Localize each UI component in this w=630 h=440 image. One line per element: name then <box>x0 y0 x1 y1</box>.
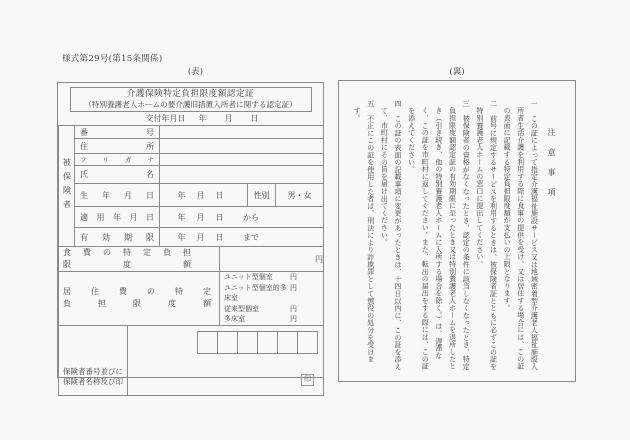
apply-label-cell <box>75 207 160 228</box>
address-label-cell <box>75 139 160 154</box>
birth-value-cell <box>160 184 248 207</box>
issue-date-label: 交付年月日 <box>145 114 186 123</box>
table-row <box>59 228 324 247</box>
residence-room-line <box>220 314 323 325</box>
table-row <box>59 139 324 154</box>
issue-year-label: 年 <box>198 114 207 123</box>
table-row <box>59 154 324 166</box>
number-label: 番号 <box>80 127 154 137</box>
meal-limit-value-cell <box>220 247 324 272</box>
day-label: 日 <box>215 190 224 200</box>
residence-unit: 円 <box>290 304 297 313</box>
sex-label-cell <box>248 184 276 207</box>
residence-room-type: ユニット型個室 <box>224 273 273 281</box>
table-row <box>59 126 324 139</box>
day-label: 日 <box>215 232 224 242</box>
furigana-label-cell <box>75 154 160 166</box>
table-row <box>59 166 324 184</box>
insured-group-label: 被保険者 <box>62 158 72 214</box>
table-row <box>59 207 324 228</box>
issue-date-row <box>58 113 323 124</box>
apply-value-cell <box>160 207 324 228</box>
number-label-cell <box>75 126 160 139</box>
sex-value-cell <box>276 184 324 207</box>
insurer-number-box <box>257 331 278 354</box>
residence-unit: 円 <box>290 315 297 323</box>
insurer-number-box <box>297 331 318 354</box>
insurer-label-line1: 保険者番号並びに <box>63 366 123 376</box>
expiry-label: 有効期限 <box>80 232 154 242</box>
front-page <box>57 82 324 386</box>
name-label-cell <box>75 166 160 184</box>
residence-unit: 円 <box>290 273 297 281</box>
furigana-value-cell <box>160 154 324 166</box>
certificate-subtitle: （特別養護老人ホームの要介護旧措置入所者に関する認定証） <box>84 100 297 109</box>
residence-unit: 円 <box>290 283 297 292</box>
certificate-title: 介護保険特定負担限度額認定証 <box>126 89 255 99</box>
residence-limit-label-cell <box>59 272 220 326</box>
year-label: 年 <box>177 212 186 222</box>
insurer-label-cell <box>59 325 128 395</box>
address-value-cell <box>160 139 324 154</box>
month-label: 月 <box>196 212 205 222</box>
table-row <box>59 247 324 272</box>
notes-item-3: 三 被保険者の資格がなくなったとき、認定の条件に該当しなくなったとき、特定負担限度額認定証の有効期限に至ったとき又は特別養護老人ホームを退所したとき（引き続き、他の特別養護老人ホームに入所する場合を除く。）は、遅滞なく、この証を市町村に返してください。また、転出の届出をする際には、この証を添えてください。 <box>407 100 471 371</box>
insurer-number-boxes <box>128 331 318 354</box>
insurer-number-box <box>197 331 218 354</box>
birth-label: 生年月日 <box>80 190 154 200</box>
apply-label: 適用年月日 <box>80 212 154 222</box>
residence-limit-label-line2: 負担限度額 <box>63 299 211 309</box>
sex-label: 性別 <box>253 190 270 200</box>
notes-heading: 注意事項 <box>547 128 556 208</box>
insurer-value-cell <box>128 325 324 395</box>
residence-room-type: ユニット型個室的多床室 <box>224 283 287 302</box>
year-label: 年 <box>177 232 186 242</box>
form-number-label: 様式第29号(第15条関係) <box>62 54 163 64</box>
back-side-label: (裏) <box>449 67 465 77</box>
notes-item-2: 二 前号に規定するサービスを利用するときは、被保険者証とともに必ずこの証を特別養護老人ホームの窓口に提出してください。 <box>475 100 498 371</box>
sex-value: 男・女 <box>287 190 312 200</box>
meal-limit-label-line2: 限度額 <box>63 260 191 269</box>
notes-item-5: 五 不正にこの証を使用した者は、刑法により詐欺罪として懲役の処分を受けます。 <box>353 100 375 363</box>
insurer-number-box <box>217 331 238 354</box>
expiry-suffix: まで <box>243 232 259 242</box>
expiry-value-cell <box>160 228 324 247</box>
front-table <box>58 125 324 396</box>
table-row <box>59 272 324 326</box>
residence-limit-label-line1: 居住費の特定 <box>63 287 211 297</box>
seal-mark: 印 <box>301 374 314 386</box>
insurer-label <box>59 367 127 395</box>
insured-group-cell <box>59 126 75 247</box>
expiry-date-value <box>160 232 323 243</box>
back-page <box>338 80 576 382</box>
residence-room-line <box>220 283 323 304</box>
table-row <box>59 184 324 207</box>
notes-item-4: 四 この証の表面の記載事項に変更があったときは、十四日以内に、この証を添えて、市町村にその旨を届け出てください。 <box>380 100 402 371</box>
table-row <box>59 325 324 395</box>
name-value-cell <box>160 166 324 184</box>
residence-limit-value-cell <box>220 272 324 326</box>
certificate-title-box <box>70 87 312 112</box>
birth-label-cell <box>75 184 160 207</box>
year-label: 年 <box>177 190 186 200</box>
notes-block <box>339 81 575 381</box>
meal-limit-label-cell <box>59 247 220 272</box>
residence-room-type: 多床室 <box>224 315 245 323</box>
insurer-number-box <box>277 331 298 354</box>
apply-date-value <box>160 212 323 223</box>
address-label: 住所 <box>80 141 154 151</box>
notes-item-1: 一 この証によって指定介護福祉施設サービス又は地域密着型介護老人福祉施設入所者生活介護を利用する際に食事の提供を受け、又は居住する場合には、この証の表面に記載する特定負担限度額が支払いの上限となります。 <box>503 100 539 371</box>
furigana-label: フリガナ <box>80 156 154 164</box>
name-label: 氏名 <box>80 170 154 179</box>
expiry-label-cell <box>75 228 160 247</box>
number-value-cell <box>160 126 324 139</box>
meal-limit-unit: 円 <box>315 254 323 264</box>
residence-room-line <box>220 304 323 315</box>
issue-day-label: 日 <box>250 114 259 123</box>
issue-month-label: 月 <box>224 114 233 123</box>
residence-room-line <box>220 272 323 283</box>
month-label: 月 <box>196 190 205 200</box>
birth-date-value <box>160 190 247 201</box>
insurer-label-line2: 保険者名称及び印 <box>63 376 123 386</box>
residence-room-type: 従来型個室 <box>224 304 259 313</box>
apply-suffix: から <box>243 212 259 222</box>
front-side-label: (表) <box>187 67 204 77</box>
insurer-number-box <box>237 331 258 354</box>
month-label: 月 <box>196 232 205 242</box>
day-label: 日 <box>215 212 224 222</box>
meal-limit-label-line1: 食費の特定負担 <box>63 248 191 257</box>
